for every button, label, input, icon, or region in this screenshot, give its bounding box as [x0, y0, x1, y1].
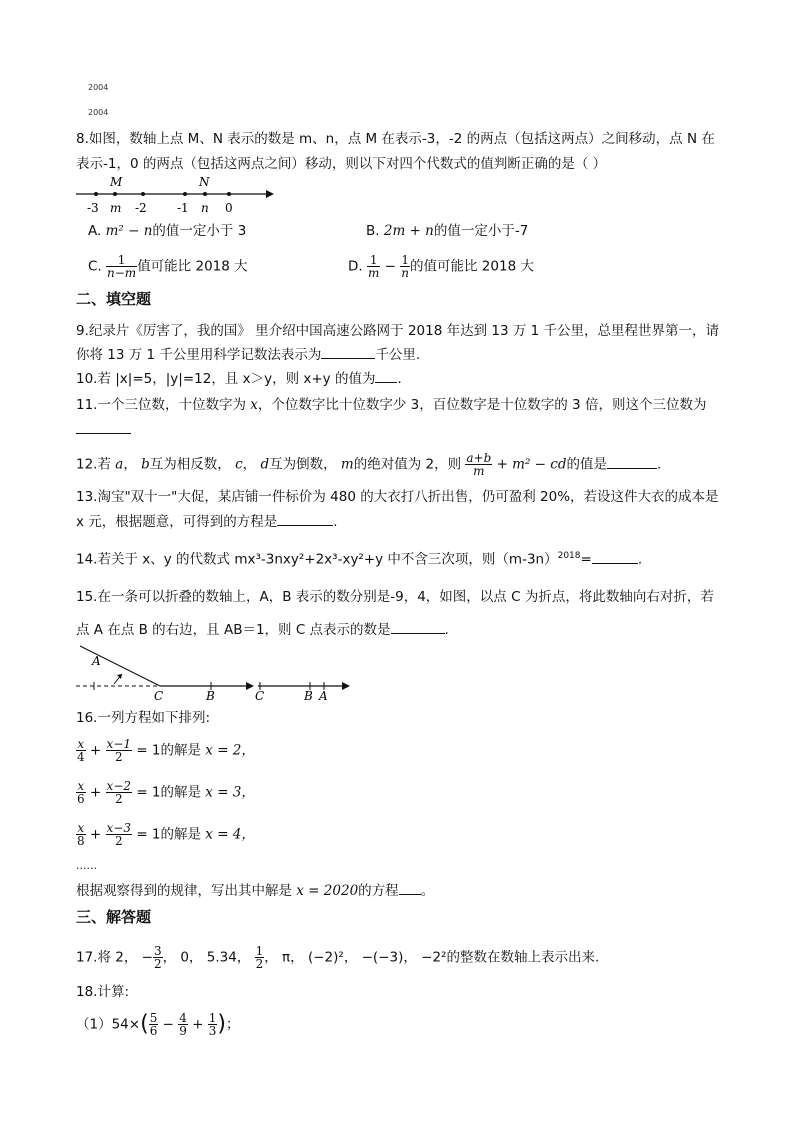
q8-option-d: D. $\frac{1}{m}$ − $\frac{1}{n}$ 的值可能比 2018 大	[348, 253, 534, 280]
q16-ellipsis: ......	[76, 859, 97, 872]
answer-blank	[375, 370, 397, 383]
q15-line2: 点 A 在点 B 的右边，且 AB＝1，则 C 点表示的数是 .	[76, 622, 449, 638]
q16-question: 根据观察得到的规律，写出其中解是 x = 2020的方程 。	[76, 883, 435, 899]
q15-folding-number-line	[70, 644, 360, 704]
q15-line1: 15.在一条可以折叠的数轴上，A，B 表示的数分别是-9，4，如图，以点 C 为折点，将此数轴向右对折，若	[76, 589, 714, 605]
fraction: $\frac{1}{n}$	[401, 253, 410, 280]
q8-option-c: C. $\frac{1}{n-m}$ 值可能比 2018 大	[88, 253, 248, 280]
q16-equation-1: $\frac{x}{4}$ + $\frac{x-1}{2}$ = 1的解是 x = 2，	[77, 737, 255, 764]
q8-tick-label: n	[201, 201, 209, 215]
q17-line: 17.将 2， − $\frac{3}{2}$ ， 0， 5.34， $\frac{1}{2}$ ， π， (−2)²， −(−3)， −2²的整数在数轴上表示出来.	[76, 944, 600, 971]
q15-label-B: B	[206, 689, 215, 703]
q8-tick-label: -2	[135, 201, 147, 215]
q10-line: 10.若 |x|=5，|y|=12，且 x＞y，则 x+y 的值为 ．	[76, 371, 411, 387]
q18-part1: （1）54×( $\frac{5}{6}$ − $\frac{4}{9}$ + $\frac{1}{3}$ )；	[76, 1011, 240, 1038]
q8-stem-line1: 8.如图，数轴上点 M、N 表示的数是 m、n，点 M 在表示-3，-2 的两点（包括这两点）之间移动，点 N 在	[76, 131, 715, 147]
q16-equation-3: $\frac{x}{8}$ + $\frac{x-3}{2}$ = 1的解是 x = 4，	[77, 821, 255, 848]
q13-line2: x 元，根据题意，可得到的方程是 .	[76, 514, 338, 530]
q15-label-B2: B	[304, 689, 313, 703]
q15-label-C2: C	[255, 689, 265, 703]
q8-option-b: B. 2m + n的值一定小于-7	[366, 223, 529, 239]
q9-line2: 你将 13 万 1 千公里用科学记数法表示为 千公里.	[76, 347, 421, 363]
q15-label-C: C	[154, 689, 164, 703]
q8-stem-line2: 表示-1，0 的两点（包括这两点之间）移动，则以下对四个代数式的值判断正确的是（ ）	[76, 156, 607, 172]
section-title-fill-in: 二、填空题	[76, 290, 152, 308]
answer-blank	[277, 513, 333, 526]
q8-number-line	[70, 172, 280, 218]
q11-answer-blank	[76, 433, 131, 434]
q8-tick-label: -1	[177, 201, 189, 215]
q15-label-A: A	[92, 654, 101, 668]
answer-blank	[607, 456, 657, 469]
section-title-solve: 三、解答题	[76, 908, 152, 926]
q8-tick-label: m	[110, 201, 122, 215]
answer-blank	[592, 551, 638, 564]
q16-intro: 16.一列方程如下排列:	[76, 710, 211, 726]
answer-blank	[399, 882, 421, 895]
answer-blank	[321, 346, 375, 359]
q12-line: 12.若 a， b互为相反数， c， d互为倒数， m的绝对值为 2，则 $\frac{a+b}{m}$ + m² − cd的值是 .	[76, 451, 662, 478]
header-text-1: 2004	[88, 83, 109, 92]
q13-line1: 13.淘宝"双十一"大促，某店铺一件标价为 480 的大衣打八折出售，仍可盈利 20%，若设这件大衣的成本是	[76, 489, 719, 505]
answer-blank	[391, 621, 445, 634]
fraction: $\frac{1}{m}$	[367, 253, 380, 280]
header-text-2: 2004	[88, 108, 109, 117]
q8-tick-label: -3	[87, 201, 99, 215]
q11-line1: 11.一个三位数，十位数字为 x，个位数字比十位数字少 3，百位数字是十位数字的 3 倍，则这个三位数为	[76, 397, 707, 413]
q8-label-M: M	[110, 175, 123, 189]
q8-option-a: A. m² − n的值一定小于 3	[88, 223, 247, 239]
q15-label-A2: A	[319, 689, 328, 703]
q18-title: 18.计算:	[76, 984, 130, 1000]
q9-line1: 9.纪录片《厉害了，我的国》 里介绍中国高速公路网于 2018 年达到 13 万 1 千公里，总里程世界第一，请	[76, 323, 720, 339]
q8-tick-label: 0	[225, 201, 233, 215]
q8-label-N: N	[199, 175, 210, 189]
q14-line: 14.若关于 x、y 的代数式 mx³-3nxy²+2x³-xy²+y 中不含三次项，则$(m-3n)^{2018}=$ .	[76, 551, 643, 568]
q16-equation-2: $\frac{x}{6}$ + $\frac{x-2}{2}$ = 1的解是 x = 3，	[77, 779, 255, 806]
fraction: $\frac{1}{n-m}$	[107, 253, 137, 280]
fraction: $\frac{a+b}{m}$	[466, 451, 492, 478]
